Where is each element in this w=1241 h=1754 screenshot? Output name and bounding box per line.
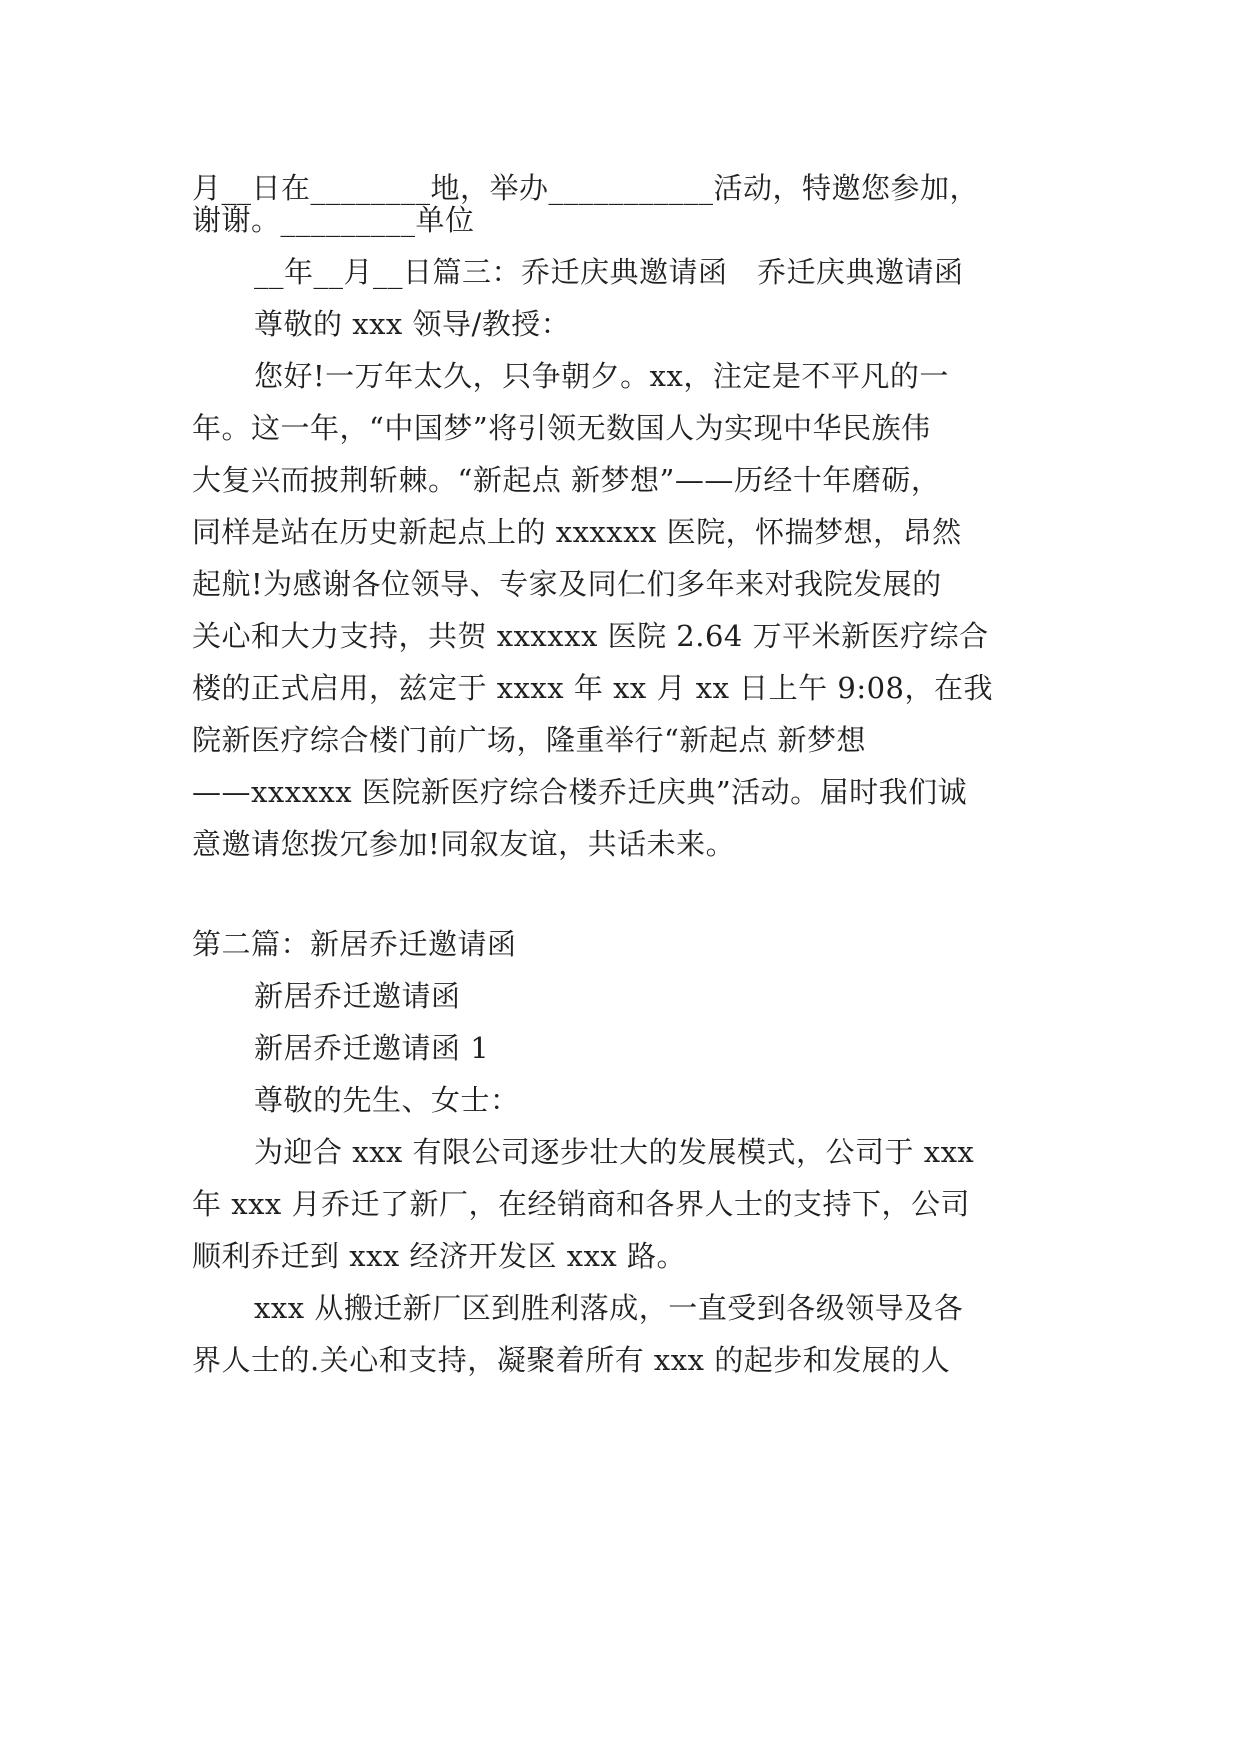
body-text-line: 大复兴而披荆斩棘。“新起点 新梦想”——历经十年磨砺， bbox=[192, 463, 941, 497]
body-text-line: 起航!为感谢各位领导、专家及同仁们多年来对我院发展的 bbox=[192, 567, 942, 601]
body-text-line: 谢谢。_________单位 bbox=[192, 203, 475, 237]
salutation: 尊敬的 xxx 领导/教授： bbox=[254, 307, 571, 341]
body-text-line: 关心和大力支持，共贺 xxxxxx 医院 2.64 万平米新医疗综合 bbox=[192, 619, 989, 653]
chapter-heading: 第二篇：新居乔迁邀请函 bbox=[192, 927, 517, 961]
body-text-line: 月__日在________地，举办___________活动，特邀您参加， bbox=[192, 171, 980, 205]
section-title-line: __年__月__日篇三：乔迁庆典邀请函 乔迁庆典邀请函 bbox=[254, 255, 964, 289]
body-text-line: 您好!一万年太久，只争朝夕。xx，注定是不平凡的一 bbox=[254, 359, 949, 393]
body-text-line: 为迎合 xxx 有限公司逐步壮大的发展模式，公司于 xxx bbox=[254, 1135, 975, 1169]
letter-title: 新居乔迁邀请函 bbox=[254, 979, 461, 1013]
body-text-line: 界人士的.关心和支持，凝聚着所有 xxx 的起步和发展的人 bbox=[192, 1343, 951, 1377]
body-text-line: ——xxxxxx 医院新医疗综合楼乔迁庆典”活动。届时我们诚 bbox=[192, 775, 968, 809]
body-text-line: 顺利乔迁到 xxx 经济开发区 xxx 路。 bbox=[192, 1239, 687, 1273]
body-text-line: 意邀请您拨冗参加!同叙友谊，共话未来。 bbox=[192, 827, 736, 861]
body-text-line: 年 xxx 月乔迁了新厂，在经销商和各界人士的支持下，公司 bbox=[192, 1187, 971, 1221]
body-text-line: 楼的正式启用，兹定于 xxxx 年 xx 月 xx 日上午 9:08，在我 bbox=[192, 671, 993, 705]
body-text-line: 院新医疗综合楼门前广场，隆重举行“新起点 新梦想 bbox=[192, 723, 867, 757]
salutation: 尊敬的先生、女士： bbox=[254, 1083, 520, 1117]
body-text-line: 年。这一年，“中国梦”将引领无数国人为实现中华民族伟 bbox=[192, 411, 931, 445]
body-text-line: 同样是站在历史新起点上的 xxxxxx 医院，怀揣梦想，昂然 bbox=[192, 515, 962, 549]
body-text-line: xxx 从搬迁新厂区到胜利落成，一直受到各级领导及各 bbox=[254, 1291, 964, 1325]
letter-subtitle: 新居乔迁邀请函 1 bbox=[254, 1031, 490, 1065]
